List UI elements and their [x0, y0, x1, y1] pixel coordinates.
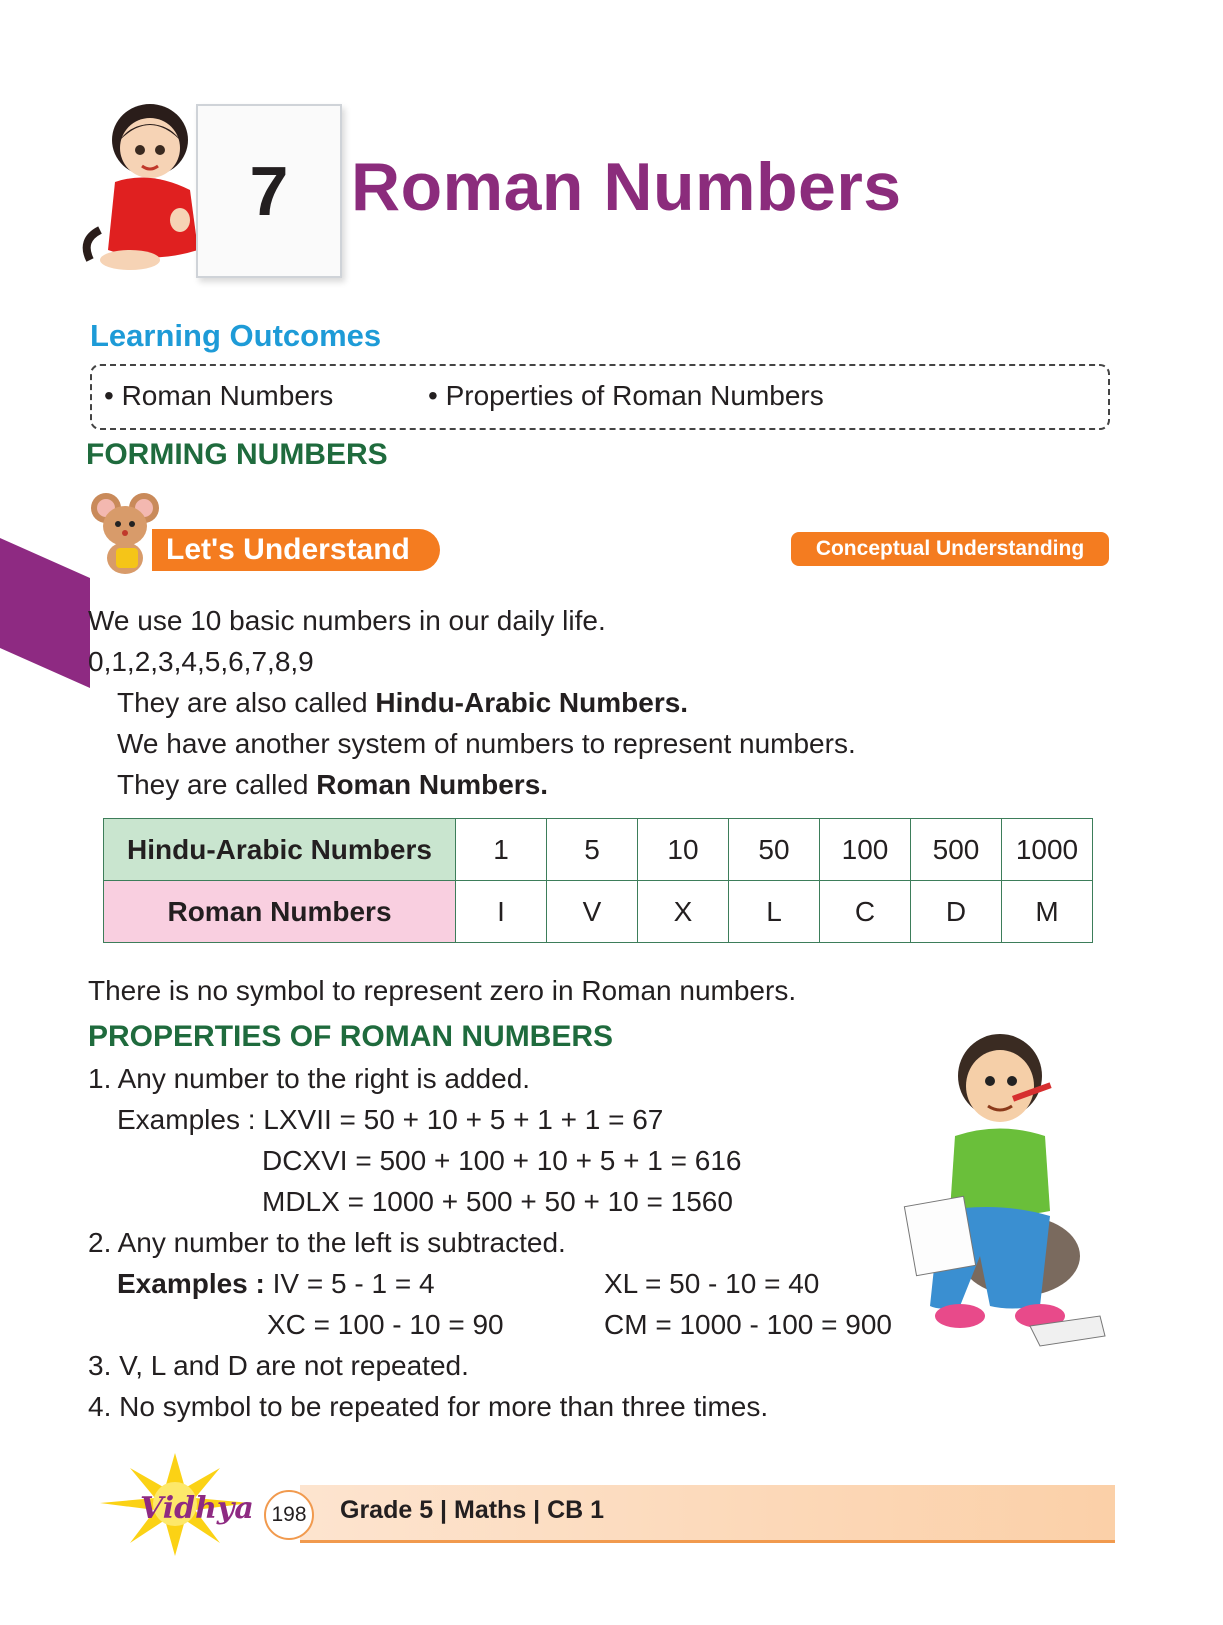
table-cell: 50	[729, 819, 820, 881]
mouse-icon	[88, 488, 162, 578]
property-1-example: Examples : LXVII = 50 + 10 + 5 + 1 + 1 = 67	[117, 1104, 664, 1135]
table-cell: I	[456, 881, 547, 943]
page-number: 198	[264, 1490, 314, 1540]
learning-outcome-item: • Roman Numbers	[104, 380, 334, 411]
property-4: 4. No symbol to be repeated for more than three times.	[88, 1391, 769, 1422]
table-row	[104, 819, 1093, 881]
table-cell: L	[729, 881, 820, 943]
property-2-example: XL = 50 - 10 = 40	[604, 1268, 820, 1299]
table-cell: 10	[638, 819, 729, 881]
table-cell: M	[1002, 881, 1093, 943]
learning-outcome-item: • Properties of Roman Numbers	[428, 380, 824, 411]
boy-thinking-illustration	[900, 1026, 1110, 1356]
table-cell: 100	[820, 819, 911, 881]
property-2-example: CM = 1000 - 100 = 900	[604, 1309, 892, 1340]
girl-illustration	[80, 100, 210, 280]
table-row-header: Roman Numbers	[104, 881, 456, 943]
table-row-header: Hindu-Arabic Numbers	[104, 819, 456, 881]
properties-heading: PROPERTIES OF ROMAN NUMBERS	[88, 1020, 614, 1053]
table-cell: 5	[547, 819, 638, 881]
property-2-example: Examples : IV = 5 - 1 = 4	[117, 1268, 435, 1299]
table-cell: C	[820, 881, 911, 943]
table-cell: 1000	[1002, 819, 1093, 881]
intro-line: We have another system of numbers to represent numbers.	[117, 728, 856, 759]
intro-digits: 0,1,2,3,4,5,6,7,8,9	[88, 646, 314, 677]
chapter-number-card: 7	[196, 104, 342, 278]
forming-numbers-heading: FORMING NUMBERS	[86, 438, 388, 471]
lets-understand-label: Let's Understand	[152, 529, 440, 571]
footer-text: Grade 5 | Maths | CB 1	[340, 1496, 605, 1524]
number-table	[103, 818, 1093, 943]
property-3: 3. V, L and D are not repeated.	[88, 1350, 469, 1381]
table-cell: 1	[456, 819, 547, 881]
svg-text:Vidhya: Vidhya	[140, 1491, 254, 1526]
property-1-example: MDLX = 1000 + 500 + 50 + 10 = 1560	[262, 1186, 733, 1217]
table-cell: X	[638, 881, 729, 943]
property-2: 2. Any number to the left is subtracted.	[88, 1227, 566, 1258]
table-cell: V	[547, 881, 638, 943]
intro-line: They are called Roman Numbers.	[117, 769, 549, 800]
intro-line: We use 10 basic numbers in our daily life.	[88, 605, 606, 636]
purple-side-tab	[0, 538, 90, 688]
property-1: 1. Any number to the right is added.	[88, 1063, 531, 1094]
table-cell: 500	[911, 819, 1002, 881]
conceptual-understanding-badge: Conceptual Understanding	[791, 532, 1109, 566]
property-2-example: XC = 100 - 10 = 90	[267, 1309, 504, 1340]
table-cell: D	[911, 881, 1002, 943]
property-1-example: DCXVI = 500 + 100 + 10 + 5 + 1 = 616	[262, 1145, 742, 1176]
table-row	[104, 881, 1093, 943]
vidhya-logo	[90, 1448, 260, 1558]
chapter-title: Roman Numbers	[351, 149, 902, 225]
learning-outcomes-heading: Learning Outcomes	[90, 318, 382, 353]
intro-line: They are also called Hindu-Arabic Numbers.	[117, 687, 689, 718]
no-zero-note: There is no symbol to represent zero in Roman numbers.	[88, 975, 797, 1006]
